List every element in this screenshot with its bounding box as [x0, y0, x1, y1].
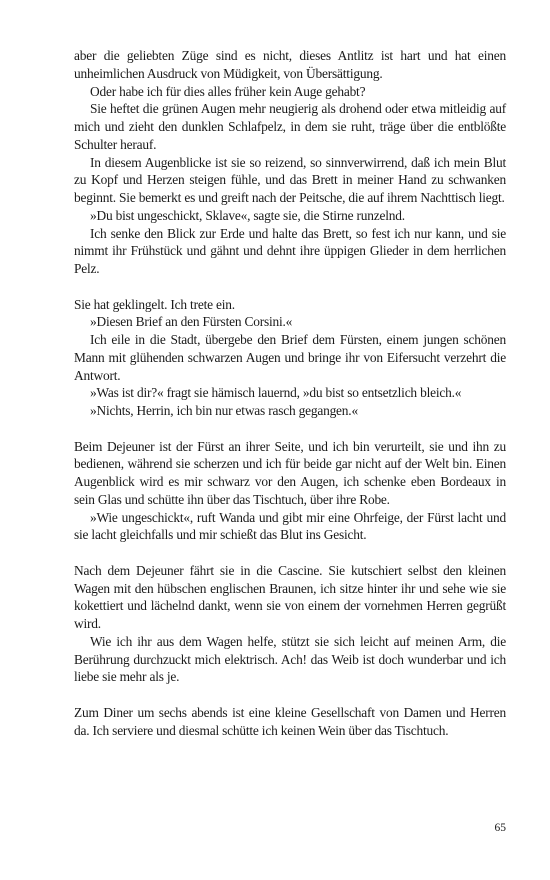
paragraph: »Nichts, Herrin, ich bin nur etwas rasch gegangen.« [90, 403, 358, 418]
paragraph: Sie hat geklingelt. Ich trete ein. [74, 296, 235, 312]
paragraph: »Du bist ungeschickt, Sklave«, sagte sie, die Stirne runzelnd. [90, 207, 405, 223]
text-section-2 [74, 296, 506, 420]
text-section-1 [74, 47, 506, 278]
book-page-text [74, 47, 506, 757]
paragraph: Oder habe ich für dies alles früher kein Auge gehabt? [90, 83, 366, 99]
paragraph: Zum Diner um sechs abends ist eine kleine Gesellschaft von Damen und Herren da. Ich serviere und diesmal schütte ich keinen Wein über das Tischtuch. [74, 704, 506, 738]
page-number: 65 [494, 822, 506, 834]
text-section-3 [74, 438, 506, 545]
paragraph: »Wie ungeschickt«, ruft Wanda und gibt mir eine Ohrfeige, der Fürst lacht und sie lacht gleichfalls und mir schießt das Blut ins Gesicht. [74, 509, 506, 543]
text-section-4 [74, 562, 506, 686]
paragraph: Ich senke den Blick zur Erde und halte das Brett, so fest ich nur kann, und sie nimmt ihr Frühstück und gähnt und dehnt ihre üppigen Glieder in dem herrlichen Pelz. [74, 225, 506, 276]
paragraph: aber die geliebten Züge sind es nicht, dieses Antlitz ist hart und hat einen unheimlichen Ausdruck von Müdigkeit, von Übersättigung. [74, 48, 506, 81]
paragraph: Nach dem Dejeuner fährt sie in die Cascine. Sie kutschiert selbst den kleinen Wagen mit den hübschen englischen Braunen, ich sitze hinter ihr und sehe wie sie kokettiert und lächelnd dankt, wenn sie von einem der vornehmen Herren gegrüßt wird. [74, 562, 506, 631]
paragraph: Ich eile in die Stadt, übergebe den Brief dem Fürsten, einem jungen schönen Mann mit glühenden schwarzen Augen und bringe ihr von Eifersucht verzehrt die Antwort. [74, 332, 506, 383]
paragraph: »Was ist dir?« fragt sie hämisch lauernd, »du bist so entsetzlich bleich.« [90, 385, 462, 401]
text-section-5 [74, 704, 506, 740]
paragraph: »Diesen Brief an den Fürsten Corsini.« [90, 314, 293, 330]
paragraph: In diesem Augenblicke ist sie so reizend, so sinnverwirrend, daß ich mein Blut zu Kopf und Herzen steigen fühle, und das Brett in meiner Hand zu schwanken beginnt. Sie bemerkt es und greift nach der Peitsche, die auf ihrem Nachttisch liegt. [74, 154, 506, 205]
paragraph: Beim Dejeuner ist der Fürst an ihrer Seite, und ich bin verurteilt, sie und ihn zu bedienen, während sie scherzen und ich für beide gar nicht auf der Welt bin. Einen Augenblick wird es mir schwarz vor den Augen, ich schenke eben Bordeaux in sein Glas und schütte ihn über das Tischtuch, über ihre Robe. [74, 438, 506, 507]
paragraph: Wie ich ihr aus dem Wagen helfe, stützt sie sich leicht auf meinen Arm, die Berührung durchzuckt mich elektrisch. Ach! das Weib ist doch wunderbar und ich liebe sie mehr als je. [74, 633, 506, 685]
paragraph: Sie heftet die grünen Augen mehr neugierig als drohend oder etwa mitleidig auf mich und zieht den dunklen Schlafpelz, in dem sie ruht, träge über die entblößte Schulter herauf. [74, 101, 506, 152]
